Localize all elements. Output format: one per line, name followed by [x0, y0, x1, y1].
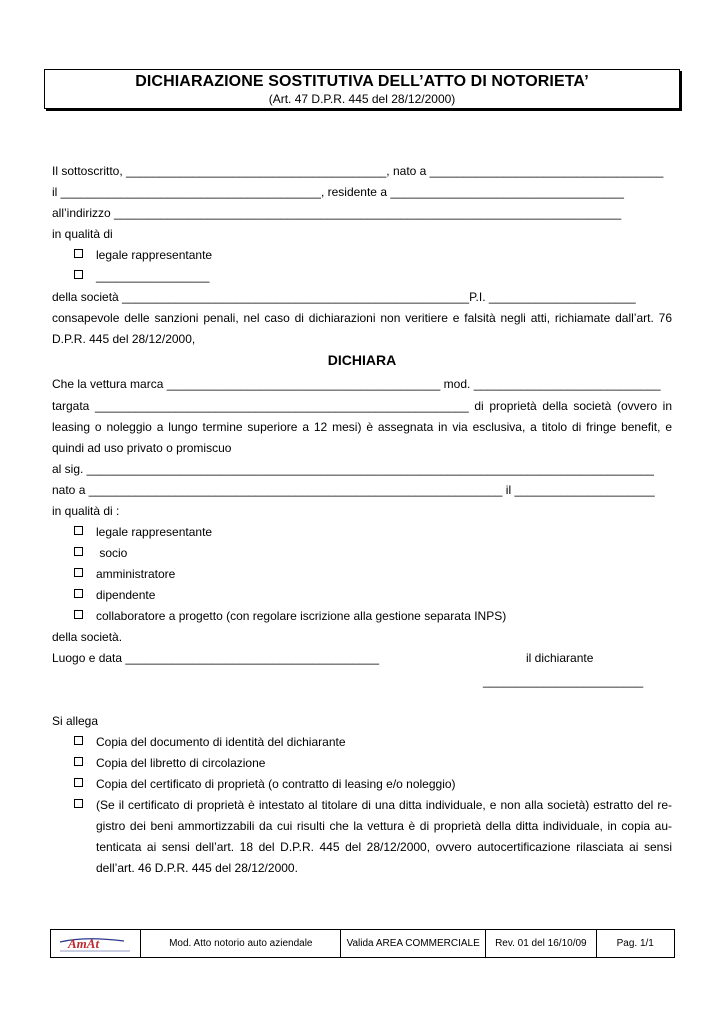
- footer-mod: Mod. Atto notorio auto aziendale: [141, 930, 341, 957]
- document-title: DICHIARAZIONE SOSTITUTIVA DELL’ATTO DI NOTORIETA’: [135, 73, 589, 90]
- role-option[interactable]: [74, 545, 672, 561]
- option-label: legale rappresentante: [96, 248, 213, 262]
- role-label: socio: [96, 546, 128, 560]
- allega-estratto-3: tenticata ai sensi dell’art. 18 del D.P.R. 445 del 28/12/2000, ovvero autocertificazione rilasciata ai sensi: [96, 840, 672, 854]
- intro-line-company: della società ____________________________________________________P.I. ______________________: [52, 290, 636, 304]
- dichiara-sig: al sig. _____________________________________________________________________________________: [52, 462, 654, 476]
- dichiara-leasing: leasing o noleggio a lungo termine superiore a 12 mesi) è assegnata in via esclusiva, a titolo di fringe benefit, e: [52, 420, 672, 434]
- amat-logo-icon: [54, 933, 138, 955]
- signature-line: ________________________: [483, 674, 644, 688]
- checkbox-icon[interactable]: [74, 778, 83, 787]
- checkbox-icon[interactable]: [74, 249, 83, 258]
- luogo-data: Luogo e data ______________________________________: [52, 651, 380, 665]
- intro-option-other[interactable]: [74, 268, 672, 284]
- checkbox-icon[interactable]: [74, 757, 83, 766]
- role-option[interactable]: [74, 566, 672, 582]
- role-label: dipendente: [96, 588, 156, 602]
- checkbox-icon[interactable]: [74, 547, 83, 556]
- document-subtitle: (Art. 47 D.P.R. 445 del 28/12/2000): [268, 92, 456, 106]
- allega-item[interactable]: [74, 734, 672, 750]
- dichiara-nato: nato a ______________________________________________________________ il _____________________: [52, 483, 655, 497]
- intro-line-birth: il _______________________________________, residente a ___________________________________: [52, 185, 624, 199]
- role-option[interactable]: [74, 524, 672, 540]
- checkbox-icon[interactable]: [74, 589, 83, 598]
- footer-rev: Rev. 01 del 16/10/09: [486, 930, 596, 957]
- dichiara-car: Che la vettura marca _________________________________________ mod. ____________________________: [52, 377, 661, 391]
- allega-item[interactable]: [74, 755, 672, 771]
- role-label: collaboratore a progetto (con regolare iscrizione alla gestione separata INPS): [96, 609, 507, 623]
- footer-table: [50, 929, 675, 958]
- role-option[interactable]: [74, 587, 672, 603]
- intro-line-name: Il sottoscritto, _______________________________________, nato a ___________________________________: [52, 164, 664, 178]
- intro-option-legal[interactable]: [74, 247, 672, 263]
- allega-heading: Si allega: [52, 714, 99, 728]
- footer-valida: Valida AREA COMMERCIALE: [341, 930, 486, 957]
- intro-line-address: all’indirizzo ____________________________________________________________________________: [52, 206, 622, 220]
- footer-logo-cell: [51, 930, 141, 957]
- allega-estratto-2: gistro dei beni ammortizzabili da cui risulti che la vettura è di proprietà della ditta individuale, in copia au-: [96, 819, 672, 833]
- checkbox-icon[interactable]: [74, 568, 83, 577]
- allega-label: Copia del libretto di circolazione: [96, 756, 266, 770]
- footer-pag: Pag. 1/1: [616, 938, 654, 949]
- allega-estratto-4: dell’art. 46 D.P.R. 445 del 28/12/2000.: [96, 861, 298, 875]
- logo-text: AmAt: [67, 935, 99, 951]
- intro-consapevole-end: D.P.R. 445 del 28/12/2000,: [52, 332, 196, 346]
- dichiarante-label: il dichiarante: [526, 651, 594, 665]
- dichiara-targa: targata ________________________________________________________ di proprietà della società (ovvero in: [52, 399, 672, 413]
- option-label: _________________: [96, 269, 210, 283]
- role-label: legale rappresentante: [96, 525, 213, 539]
- allega-item[interactable]: [74, 776, 672, 792]
- checkbox-icon[interactable]: [74, 526, 83, 535]
- checkbox-icon[interactable]: [74, 610, 83, 619]
- dichiara-societa: della società.: [52, 630, 123, 644]
- dichiara-uso: quindi ad uso privato o promiscuo: [52, 441, 232, 455]
- checkbox-icon[interactable]: [74, 270, 83, 279]
- dichiara-qualita: in qualità di :: [52, 504, 120, 518]
- allega-label: Copia del documento di identità del dichiarante: [96, 735, 346, 749]
- intro-consapevole: consapevole delle sanzioni penali, nel caso di dichiarazioni non veritiere e falsità negli atti, richiamate dall’art. 76: [52, 311, 672, 325]
- checkbox-icon[interactable]: [74, 736, 83, 745]
- intro-line-role: in qualità di: [52, 227, 113, 241]
- role-option[interactable]: [74, 608, 672, 624]
- checkbox-icon[interactable]: [74, 799, 83, 808]
- header-box: [44, 69, 680, 109]
- allega-label: Copia del certificato di proprietà (o contratto di leasing e/o noleggio): [96, 777, 456, 791]
- dichiara-heading: DICHIARA: [327, 352, 397, 368]
- role-label: amministratore: [96, 567, 176, 581]
- allega-estratto-1: (Se il certificato di proprietà è intestato al titolare di una ditta individuale, e non alla società) estratto del re-: [96, 798, 672, 812]
